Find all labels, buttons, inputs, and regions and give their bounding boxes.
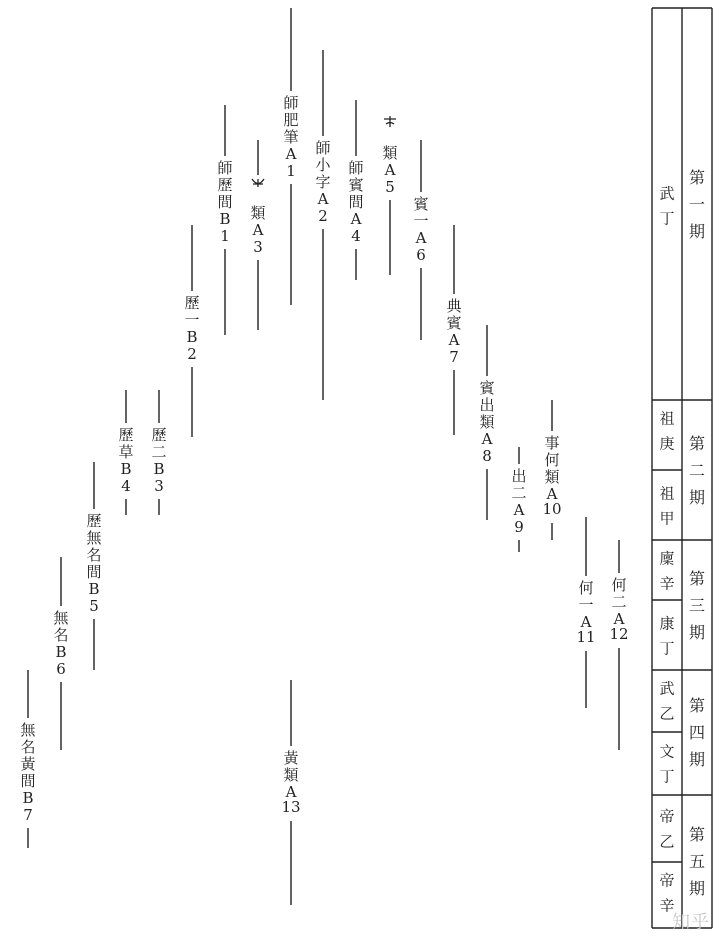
- king-labels: [659, 185, 674, 915]
- category-li-cao: [118, 390, 133, 515]
- king-zu-jia: 祖甲: [659, 484, 675, 528]
- king-wen-ding: 文丁: [659, 742, 675, 786]
- chu-er-bar-upper: [518, 447, 519, 464]
- shi-xiao-zi-label: 師小字 A 2: [315, 139, 331, 225]
- period-period-2: 第二期: [688, 434, 706, 507]
- king-zu-geng: 祖庚: [659, 409, 675, 453]
- li-wu-ming-jian-label: 歷無名間 B 5: [86, 512, 102, 615]
- chu-er-label: 出二 A 9: [511, 467, 527, 536]
- shi-fei-bi-bar-upper: [290, 8, 291, 91]
- li-er-bar-lower: [158, 499, 159, 515]
- li-er-bar-upper: [158, 390, 159, 423]
- li-er-label: 歷二 B 3: [151, 426, 167, 495]
- bin-chu-lei-bar-upper: [486, 325, 487, 376]
- wu-ming-bar-lower: [60, 682, 61, 750]
- wu-ming-label: 無名 B 6: [53, 609, 69, 678]
- huang-lei-bar-upper: [290, 680, 291, 746]
- li-wu-ming-jian-bar-lower: [93, 619, 94, 670]
- category-ding-lei: [382, 116, 397, 275]
- huang-lei-label: 黃類 A 13: [281, 749, 301, 816]
- he-er-bar-upper: [618, 540, 619, 573]
- wu-ming-huang-jian-bar-lower: [27, 828, 28, 848]
- ding-lei-glyph-icon: [384, 116, 396, 127]
- zi-lei-bar-upper: [257, 140, 258, 175]
- he-yi-bar-upper: [585, 517, 586, 576]
- bin-yi-label: 賓一 A 6: [413, 195, 429, 264]
- period-period-3: 第三期: [688, 569, 706, 642]
- king-wu-yi: 武乙: [659, 679, 675, 723]
- category-shi-fei-bi: [283, 8, 298, 305]
- king-di-xin: 帝辛: [659, 871, 675, 915]
- category-li-yi: [184, 225, 199, 437]
- chu-er-bar-lower: [518, 540, 519, 552]
- he-yi-bar-lower: [585, 651, 586, 708]
- shi-bin-jian-bar-lower: [355, 249, 356, 280]
- bin-chu-lei-bar-lower: [486, 469, 487, 520]
- bin-chu-lei-label: 賓出類 A 8: [479, 379, 495, 465]
- king-lin-xin: 廩辛: [659, 549, 675, 593]
- category-zi-lei: [250, 140, 265, 330]
- he-er-label: 何二 A 12: [609, 576, 629, 643]
- shi-he-lei-bar-upper: [551, 400, 552, 431]
- shi-li-jian-label: 師歷間 B 1: [217, 159, 233, 245]
- he-yi-label: 何一 A 11: [576, 579, 596, 646]
- bin-yi-bar-lower: [420, 268, 421, 340]
- category-he-er: [609, 540, 628, 750]
- period-period-5: 第五期: [688, 825, 706, 898]
- shi-xiao-zi-bar-upper: [322, 50, 323, 136]
- category-dian-bin: [446, 225, 462, 435]
- king-di-yi: 帝乙: [659, 807, 675, 851]
- dian-bin-bar-upper: [453, 225, 454, 294]
- period-period-4: 第四期: [688, 696, 706, 769]
- zi-lei-label: 類 A 3: [250, 204, 266, 256]
- shi-he-lei-label: 事何類 A 10: [542, 434, 562, 518]
- bin-yi-bar-upper: [420, 140, 421, 192]
- shi-bin-jian-bar-upper: [355, 100, 356, 156]
- category-shi-xiao-zi: [315, 50, 331, 400]
- dian-bin-bar-lower: [453, 370, 454, 435]
- category-shi-bin-jian: [348, 100, 364, 280]
- category-wu-ming: [53, 557, 69, 750]
- wu-ming-bar-upper: [60, 557, 61, 606]
- zi-lei-glyph-icon: [252, 179, 264, 187]
- shi-he-lei-bar-lower: [551, 523, 552, 540]
- shi-fei-bi-bar-lower: [290, 184, 291, 305]
- category-shi-li-jian: [217, 105, 232, 335]
- li-cao-bar-upper: [125, 390, 126, 423]
- category-chu-er: [511, 447, 526, 552]
- zhihu-watermark: 知乎: [672, 912, 710, 933]
- shi-fei-bi-label: 師肥筆 A 1: [283, 94, 299, 180]
- shi-bin-jian-label: 師賓間 A 4: [348, 159, 364, 245]
- wu-ming-huang-jian-bar-upper: [27, 670, 28, 718]
- zi-lei-bar-lower: [257, 260, 258, 330]
- wu-ming-huang-jian-label: 無名黃間 B 7: [20, 721, 36, 824]
- he-er-bar-lower: [618, 648, 619, 750]
- category-li-wu-ming-jian: [86, 462, 102, 670]
- shi-li-jian-bar-lower: [224, 249, 225, 335]
- shi-xiao-zi-bar-lower: [322, 229, 323, 400]
- category-huang-lei: [281, 680, 300, 905]
- li-yi-bar-lower: [191, 367, 192, 437]
- ding-lei-bar-lower: [389, 200, 390, 275]
- king-wu-ding: 武丁: [659, 184, 675, 228]
- period-labels: [689, 168, 705, 898]
- li-cao-bar-lower: [125, 499, 126, 515]
- king-kang-ding: 康丁: [659, 614, 675, 658]
- shi-li-jian-bar-upper: [224, 105, 225, 156]
- li-yi-bar-upper: [191, 225, 192, 291]
- category-bin-chu-lei: [479, 325, 495, 520]
- category-shi-he-lei: [542, 400, 561, 540]
- dian-bin-label: 典賓 A 7: [446, 297, 462, 366]
- li-wu-ming-jian-bar-upper: [93, 462, 94, 509]
- li-cao-label: 歷草 B 4: [118, 426, 134, 495]
- category-bin-yi: [413, 140, 429, 340]
- category-he-yi: [576, 517, 595, 708]
- category-wu-ming-huang-jian: [20, 670, 36, 848]
- huang-lei-bar-lower: [290, 821, 291, 905]
- category-bars: [20, 8, 628, 905]
- li-yi-label: 歷一 B 2: [184, 294, 200, 363]
- category-li-er: [151, 390, 166, 515]
- period-period-1: 第一期: [688, 168, 706, 241]
- ding-lei-label: 類 A 5: [382, 144, 398, 196]
